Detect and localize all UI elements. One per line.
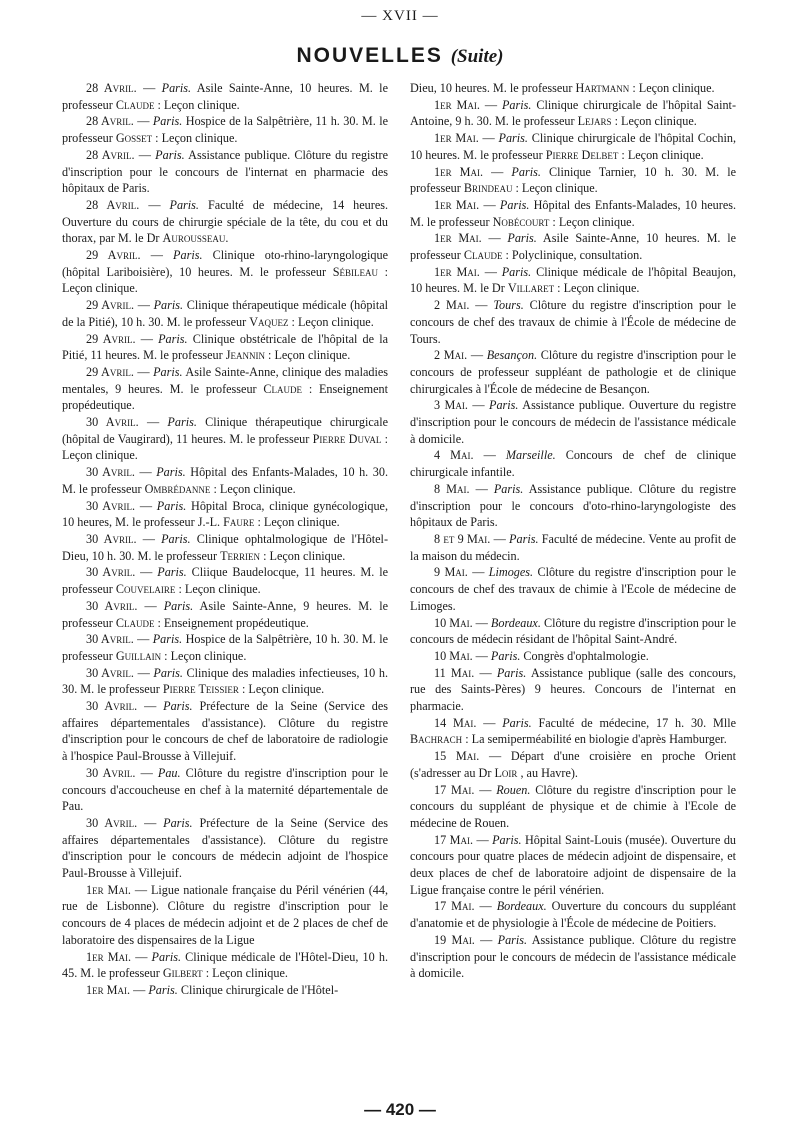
- entry-date: 9 Mai.: [434, 565, 468, 580]
- news-entry: [62, 815, 388, 882]
- news-entry: [410, 197, 736, 230]
- entry-date: 28 Avril.: [86, 81, 137, 95]
- news-entry: [410, 347, 736, 397]
- entry-dash: —: [479, 899, 497, 914]
- entry-dash: —: [137, 632, 153, 647]
- page-number: — 420 —: [364, 1100, 436, 1119]
- entry-text: Clinique ophtalmologique de l'Hôtel-Dieu, 10 h. 30. M. le professeur: [62, 531, 388, 563]
- entry-professor: Vaquez: [249, 314, 289, 329]
- entry-date: 30 Avril.: [86, 632, 134, 647]
- entry-city: Paris.: [173, 248, 203, 263]
- entry-tail: : Leçon clinique.: [614, 114, 697, 129]
- entry-professor: Pierre Delbet: [545, 147, 619, 162]
- entry-professor: Gilbert: [162, 966, 203, 981]
- entry-city: Paris.: [157, 565, 187, 580]
- entry-text: Clinique chirurgicale de l'hôpital Saint-Antoine, 9 h. 30. M. le professeur: [410, 97, 737, 129]
- entry-text: Départ d'une croisière en proche Orient (s'adresser au Dr: [410, 749, 737, 780]
- entry-city: Paris.: [148, 982, 178, 997]
- entry-text: Clôture du registre d'inscription pour le concours de professeur suppléant de pathologie et de clinique chirurgicales à l'École de médecine de Besançon.: [410, 348, 736, 396]
- title-main: NOUVELLES: [296, 44, 443, 67]
- entry-date: 3 Mai.: [434, 398, 468, 413]
- entry-dash: —: [134, 882, 151, 897]
- entry-professor: Ombrédanne: [144, 481, 211, 496]
- entry-tail: : Leçon clinique.: [621, 147, 704, 162]
- news-entry: [410, 748, 736, 781]
- entry-date: 1er Mai.: [434, 131, 479, 146]
- entry-dash: —: [472, 398, 490, 413]
- entry-professor: Claude: [115, 615, 155, 630]
- entry-date: 8 Mai.: [434, 481, 470, 496]
- entry-city: Paris.: [489, 398, 519, 413]
- entry-date: 1er Mai.: [86, 949, 132, 964]
- entry-date: 28 Avril.: [86, 197, 140, 212]
- entry-tail: : Leçon clinique.: [557, 281, 640, 296]
- entry-date: 14 Mai.: [434, 715, 477, 730]
- entry-tail: : Leçon clinique.: [62, 431, 388, 463]
- entry-professor: Couvelaire: [115, 582, 176, 597]
- entry-text: Clôture du registre d'inscription pour le concours de chef des travaux de chimie à l'Ecole de médecine de Limoges.: [410, 565, 737, 613]
- entry-date: 1er Mai.: [86, 882, 131, 897]
- news-entry: [62, 414, 388, 464]
- entry-city: Paris.: [153, 364, 183, 379]
- news-entry: [62, 882, 388, 949]
- entry-city: Paris.: [152, 632, 183, 647]
- news-entry: [62, 949, 388, 982]
- entry-text: Hospice de la Salpêtrière, 10 h. 30. M. le professeur: [62, 632, 388, 663]
- entry-text: Asile Sainte-Anne, 10 heures. M. le professeur: [62, 81, 388, 112]
- entry-date: 30 Avril.: [86, 498, 136, 513]
- entry-date: 1er Mai.: [434, 197, 480, 212]
- entry-text: Clinique chirurgicale de l'hôpital Cochin, 10 heures. M. le professeur: [410, 131, 737, 162]
- entry-professor: Villaret: [507, 281, 555, 296]
- news-entry: [410, 164, 736, 197]
- entry-city: Paris.: [158, 331, 188, 346]
- entry-text: Congrès d'ophtalmologie.: [523, 648, 649, 663]
- entry-city: Tours.: [493, 298, 524, 313]
- entry-tail: : Leçon clinique.: [552, 214, 635, 229]
- entry-dash: —: [493, 531, 510, 546]
- entry-professor: Claude: [463, 248, 503, 263]
- entry-professor: Guillain: [115, 648, 162, 663]
- entry-text: Hospice de la Salpêtrière, 11 h. 30. M. le professeur: [62, 114, 389, 146]
- entry-text: Clinique chirurgicale de l'Hôtel-: [180, 982, 339, 997]
- entry-text: Clinique des maladies infectieuses, 10 h. 30. M. le professeur: [62, 665, 389, 697]
- entry-dash: —: [484, 97, 502, 112]
- news-entry: [410, 648, 736, 665]
- entry-date: 1er Mai.: [434, 97, 480, 112]
- news-entry: [410, 782, 736, 832]
- entry-date: 29 Avril.: [86, 364, 134, 379]
- entry-date: 10 Mai.: [434, 648, 473, 663]
- news-entry: [410, 481, 736, 531]
- entry-tail: : Enseignement propédeutique.: [157, 615, 309, 630]
- entry-professor: Gosset: [115, 131, 153, 146]
- entry-text: Assistance publique. Clôture du registre d'inscription pour le concours d'oto-rhino-laryngologiste des hôpitaux de Paris.: [410, 481, 737, 530]
- entry-city: Paris.: [151, 949, 182, 964]
- entry-text: Hôpital des Enfants-Malades, 10 h. 30. M. le professeur: [62, 465, 389, 496]
- entry-city: Paris.: [155, 147, 185, 162]
- entry-professor: J.-L. Faure: [197, 515, 255, 530]
- news-entry: [410, 397, 736, 447]
- news-entry: [62, 531, 388, 564]
- entry-text: Ouverture du concours du suppléant d'anatomie et de physiologie à l'École de médecine de Poitiers.: [410, 899, 737, 931]
- entry-dash: —: [137, 298, 154, 313]
- entry-date: 30 Avril.: [86, 415, 139, 430]
- entry-text: Assistance publique. Clôture du registre d'inscription pour le concours de l'internat en pharmacie des hôpitaux de Paris.: [62, 147, 389, 196]
- entry-professor: Terrien: [220, 548, 261, 563]
- entry-text: Clinique thérapeutique médicale (hôpital de la Pitié), 10 h. 30. M. le professeur: [62, 298, 388, 329]
- entry-text: Cliique Baudelocque, 11 heures. M. le professeur: [62, 565, 388, 597]
- news-entry: [410, 447, 736, 480]
- entry-text: Assistance publique. Clôture du registre d'inscription pour le concours de médecin de l'assistance médicale à domicile.: [410, 932, 737, 981]
- entry-text: Clôture du registre d'inscription pour le concours d'accoucheuse en chef à la maternité départementale de Pau.: [62, 765, 389, 814]
- entry-city: Paris.: [153, 665, 183, 680]
- entry-city: Paris.: [167, 415, 197, 430]
- entry-city: Bordeaux.: [490, 615, 541, 630]
- entry-date: 30 Avril.: [86, 565, 136, 580]
- entry-date: 10 Mai.: [434, 615, 473, 630]
- entry-city: Paris.: [511, 164, 541, 179]
- entry-date: 28 Avril.: [86, 147, 135, 162]
- entry-tail: : Leçon clinique.: [213, 481, 296, 496]
- news-entry: [62, 331, 388, 364]
- entry-text: Clôture du registre d'inscription pour le concours de médecin résidant de l'hôpital Saint-André.: [410, 615, 737, 647]
- entry-date: 1er Mai.: [434, 264, 480, 279]
- entry-dash: —: [143, 81, 162, 95]
- news-entry: [62, 665, 388, 698]
- entry-city: Paris.: [509, 531, 539, 546]
- entry-tail: , au Havre).: [520, 765, 578, 780]
- entry-city: Rouen.: [496, 782, 531, 797]
- entry-text: Hôpital des Enfants-Malades, 10 heures. M. le professeur: [410, 197, 737, 229]
- entry-text: Préfecture de la Seine (Service des affaires départementales d'assistance). Clôture du registre d'inscription pour le concours de chef de laboratoire de radiologie à l'hospice Paul-Brousse à Villejuif.: [62, 699, 389, 764]
- entry-tail: : Leçon clinique.: [178, 582, 261, 597]
- news-entry: [62, 364, 388, 414]
- news-entry: [62, 147, 388, 197]
- entry-dash: —: [482, 131, 499, 146]
- entry-text: Clinique thérapeutique chirurgicale (hôpital de Vaugirard), 11 heures. M. le professeur: [62, 415, 388, 446]
- entry-date: 4 Mai.: [434, 448, 474, 463]
- entry-professor: Pierre Duval: [312, 431, 382, 446]
- entry-text: Asile Sainte-Anne, 9 heures. M. le professeur: [62, 598, 389, 630]
- entry-date: 17 Mai.: [434, 782, 475, 797]
- news-entry: [62, 498, 388, 531]
- entry-text: Faculté de médecine, 14 heures. Ouverture du cours de chirurgie spéciale de la tête, du cou et du thorax, par M. le Dr: [62, 197, 389, 246]
- entry-professor: Pierre Teissier: [162, 682, 239, 697]
- news-entry: [410, 97, 736, 130]
- entry-dash: —: [479, 782, 497, 797]
- entry-tail: : Leçon clinique.: [268, 348, 351, 363]
- entry-professor: Loir: [494, 765, 518, 780]
- entry-date: 30 Avril.: [86, 665, 134, 680]
- entry-text: Hôpital Saint-Louis (musée). Ouverture du concours pour quatre places de médecin adjoint de dispensaire, et deux places de chef de laboratoire adjoint de dispensaire de la Ligue française contre le péril vénérien.: [410, 832, 737, 897]
- entry-dash: —: [140, 331, 159, 346]
- entry-dash: —: [148, 197, 170, 212]
- entry-dash: —: [470, 348, 487, 363]
- left-column: [62, 80, 388, 999]
- entry-professor: Sébileau: [332, 264, 378, 279]
- entry-text: Ligue nationale française du Péril vénérien (44, rue de Lisbonne). Clôture du registre d'inscription pour le concours de 4 places de médecin adjoint et de 2 places de chef de laboratoire des dispensaires de la Ligue: [62, 882, 388, 947]
- news-entry: [62, 80, 388, 113]
- entry-tail: : Leçon clinique.: [291, 314, 374, 329]
- news-entry: [410, 264, 736, 297]
- news-entry: [410, 615, 736, 648]
- entry-city: Paris.: [161, 81, 192, 95]
- entry-professor: Bachrach: [410, 732, 463, 747]
- entry-city: Paris.: [507, 231, 537, 246]
- entry-city: Bordeaux.: [496, 899, 547, 914]
- news-entry: [410, 297, 736, 347]
- entry-text: Faculté de médecine, 17 h. 30. Mlle: [538, 715, 737, 730]
- entry-city: Paris.: [496, 665, 527, 680]
- entry-text: Clinique obstétricale de l'hôpital de la Pitié, 11 heures. M. le professeur: [62, 331, 389, 363]
- entry-dash: —: [138, 147, 156, 162]
- news-entry: [62, 564, 388, 597]
- entry-city: Paris.: [498, 131, 528, 146]
- entry-date: 1er Mai.: [434, 164, 484, 179]
- entry-tail: : Leçon clinique.: [164, 648, 247, 663]
- entry-dash: —: [475, 298, 494, 313]
- entry-dash: —: [475, 648, 491, 663]
- entry-tail: : Leçon clinique.: [632, 81, 715, 95]
- entry-dash: —: [483, 197, 500, 212]
- entry-city: Paris.: [497, 932, 528, 947]
- entry-text: Assistance publique. Ouverture du registre d'inscription pour le concours de médecin de l'assistance médicale à domicile.: [410, 398, 737, 446]
- entry-text: Clinique Tarnier, 10 h. 30. M. le professeur: [410, 164, 736, 196]
- entry-date: 29 Avril.: [86, 248, 141, 263]
- entry-dash: —: [488, 231, 508, 246]
- news-entry: [62, 247, 388, 297]
- news-entry: [62, 113, 388, 146]
- entry-professor: Aurousseau.: [162, 231, 229, 246]
- entry-date: 29 Avril.: [86, 331, 136, 346]
- entry-dash: —: [144, 598, 164, 613]
- entry-dash: —: [483, 448, 506, 463]
- entry-text: Clinique médicale de l'Hôtel-Dieu, 10 h. 45. M. le professeur: [62, 949, 389, 981]
- entry-text: Préfecture de la Seine (Service des affaires départementales d'assistance). Clôture du registre d'inscription pour le concours de médecin adjoint de l'hospice Paul-Brousse à Villejuif.: [62, 815, 389, 881]
- news-entry: [410, 564, 736, 614]
- entry-dash: —: [476, 832, 493, 847]
- entry-dash: —: [137, 665, 154, 680]
- entry-dash: —: [144, 815, 164, 830]
- entry-tail: : Leçon clinique.: [155, 131, 238, 146]
- entry-date: 17 Mai.: [434, 899, 475, 914]
- entry-text: Concours de chef de clinique chirurgicale infantile.: [410, 448, 737, 480]
- entry-date: 28 Avril.: [86, 114, 134, 129]
- news-entry: [62, 197, 388, 247]
- news-entry: [410, 715, 736, 748]
- entry-tail: : Leçon clinique.: [257, 515, 340, 530]
- entry-text: Assistance publique (salle des concours, rue des Saints-Pères) 9 heures. Concours de l'internat en pharmacie.: [410, 665, 737, 714]
- entry-text: Clôture du registre d'inscription pour le concours du suppléant de physique et de chimie à l'Ecole de médecine de Rouen.: [410, 782, 737, 830]
- entry-dash: —: [483, 715, 503, 730]
- entry-text: Clinique médicale de l'hôpital Beaujon, 10 heures. M. le Dr: [410, 264, 737, 296]
- entry-city: Paris.: [502, 715, 532, 730]
- entry-date: 15 Mai.: [434, 749, 480, 764]
- entry-city: Paris.: [493, 481, 524, 496]
- entry-text: Asile Sainte-Anne, 10 heures. M. le professeur: [410, 231, 736, 263]
- news-entry: [62, 297, 388, 330]
- entry-dash: —: [480, 932, 498, 947]
- entry-date: 30 Avril.: [86, 531, 137, 546]
- news-entry: [410, 898, 736, 931]
- news-entry: [62, 698, 388, 765]
- entry-city: Paris.: [163, 699, 193, 714]
- entry-dash: —: [142, 531, 162, 546]
- entry-date: 1er Mai.: [86, 982, 131, 997]
- entry-date: 2 Mai.: [434, 298, 470, 313]
- entry-tail: : Polyclinique, consultation.: [505, 248, 643, 263]
- entry-text: Asile Sainte-Anne, clinique des maladies mentales, 9 heures. M. le professeur: [62, 364, 388, 396]
- entry-dash: —: [488, 749, 511, 764]
- entry-city: Limoges.: [488, 565, 534, 580]
- entry-city: Marseille.: [505, 448, 556, 463]
- entry-text: Clôture du registre d'inscription pour le concours de chef des travaux de chimie à l'École de médecine de Tours.: [410, 298, 737, 346]
- entry-tail: : La semiperméabilité en biologie d'après Hamburger.: [465, 732, 727, 747]
- page-title: [0, 44, 800, 68]
- entry-text: Hôpital Broca, clinique gynécologique, 10 heures, M. le professeur: [62, 498, 389, 530]
- entry-city: Paris.: [490, 648, 521, 663]
- news-entry: [410, 531, 736, 564]
- entry-city: Pau.: [157, 765, 181, 780]
- entry-tail: : Leçon clinique.: [205, 966, 288, 981]
- entry-city: Paris.: [156, 465, 186, 480]
- right-column: [410, 80, 736, 982]
- entry-dash: —: [135, 949, 152, 964]
- news-entry: [410, 932, 736, 982]
- entry-date: 11 Mai.: [434, 665, 475, 680]
- news-entry: [62, 464, 388, 497]
- entry-professor: Claude: [115, 97, 155, 112]
- entry-dash: —: [139, 498, 157, 513]
- entry-city: Paris.: [152, 114, 183, 129]
- entry-dash: —: [133, 982, 149, 997]
- entry-city: Paris.: [153, 298, 184, 313]
- entry-date: 19 Mai.: [434, 932, 475, 947]
- entry-dash: —: [140, 565, 158, 580]
- entry-city: Paris.: [169, 197, 199, 212]
- entry-date: 30 Avril.: [86, 699, 138, 714]
- entry-date: 30 Avril.: [86, 765, 136, 780]
- entry-dash: —: [146, 415, 168, 430]
- continuation-entry: [410, 80, 736, 97]
- entry-city: Paris.: [161, 531, 191, 546]
- entry-city: Paris.: [163, 598, 194, 613]
- news-entry: [62, 598, 388, 631]
- entry-professor: Hartmann: [575, 81, 630, 95]
- entry-date: 1er Mai.: [434, 231, 482, 246]
- entry-professor: Brindeau: [463, 181, 513, 196]
- entry-professor: Lejars: [577, 114, 612, 129]
- entry-dash: —: [484, 264, 502, 279]
- entry-tail: : Enseignement propédeutique.: [62, 381, 389, 413]
- entry-city: Paris.: [156, 498, 187, 513]
- entry-date: 30 Avril.: [86, 465, 135, 480]
- news-entry: [410, 130, 736, 163]
- entry-tail: : Leçon clinique.: [62, 264, 389, 296]
- entry-tail: : Leçon clinique.: [241, 682, 325, 697]
- entry-dash: —: [137, 364, 154, 379]
- entry-date: 17 Mai.: [434, 832, 473, 847]
- entry-professor: Claude: [263, 381, 303, 396]
- roman-numeral: — XVII —: [361, 8, 439, 24]
- news-entry: [410, 832, 736, 899]
- entry-dash: —: [137, 114, 153, 129]
- entry-city: Paris.: [499, 197, 530, 212]
- entry-dash: —: [479, 665, 497, 680]
- entry-date: 8 et 9 Mai.: [434, 531, 491, 546]
- entry-tail: : Leçon clinique.: [157, 97, 240, 112]
- entry-dash: —: [475, 615, 491, 630]
- entry-city: Paris.: [501, 264, 532, 279]
- news-entry: [62, 765, 388, 815]
- news-entry: [410, 665, 736, 715]
- entry-date: 30 Avril.: [86, 598, 138, 613]
- entry-text: Faculté de médecine. Vente au profit de la maison du médecin.: [410, 531, 737, 563]
- entry-date: 2 Mai.: [434, 348, 468, 363]
- entry-dash: —: [139, 465, 157, 480]
- news-entry: [62, 982, 388, 999]
- entry-city: Paris.: [501, 97, 532, 112]
- entry-dash: —: [140, 765, 158, 780]
- entry-tail: : Leçon clinique.: [515, 181, 598, 196]
- entry-city: Besançon.: [486, 348, 538, 363]
- news-entry: [62, 631, 388, 664]
- entry-date: 29 Avril.: [86, 298, 135, 313]
- entry-city: Paris.: [492, 832, 522, 847]
- entry-city: Paris.: [163, 815, 193, 830]
- entry-dash: —: [491, 164, 512, 179]
- entry-date: 30 Avril.: [86, 815, 138, 830]
- entry-text: Clinique oto-rhino-laryngologique (hôpital Lariboisière), 10 heures. M. le professeur: [62, 248, 388, 279]
- entry-tail: : Leçon clinique.: [263, 548, 346, 563]
- title-subtitle: (Suite): [450, 46, 504, 67]
- entry-text: Dieu, 10 heures. M. le professeur: [410, 81, 573, 95]
- entry-dash: —: [150, 248, 174, 263]
- news-entry: [410, 230, 736, 263]
- entry-dash: —: [144, 699, 164, 714]
- entry-dash: —: [472, 565, 489, 580]
- entry-dash: —: [475, 481, 494, 496]
- entry-professor: Nobécourt: [492, 214, 550, 229]
- entry-professor: Jeannin: [225, 348, 265, 363]
